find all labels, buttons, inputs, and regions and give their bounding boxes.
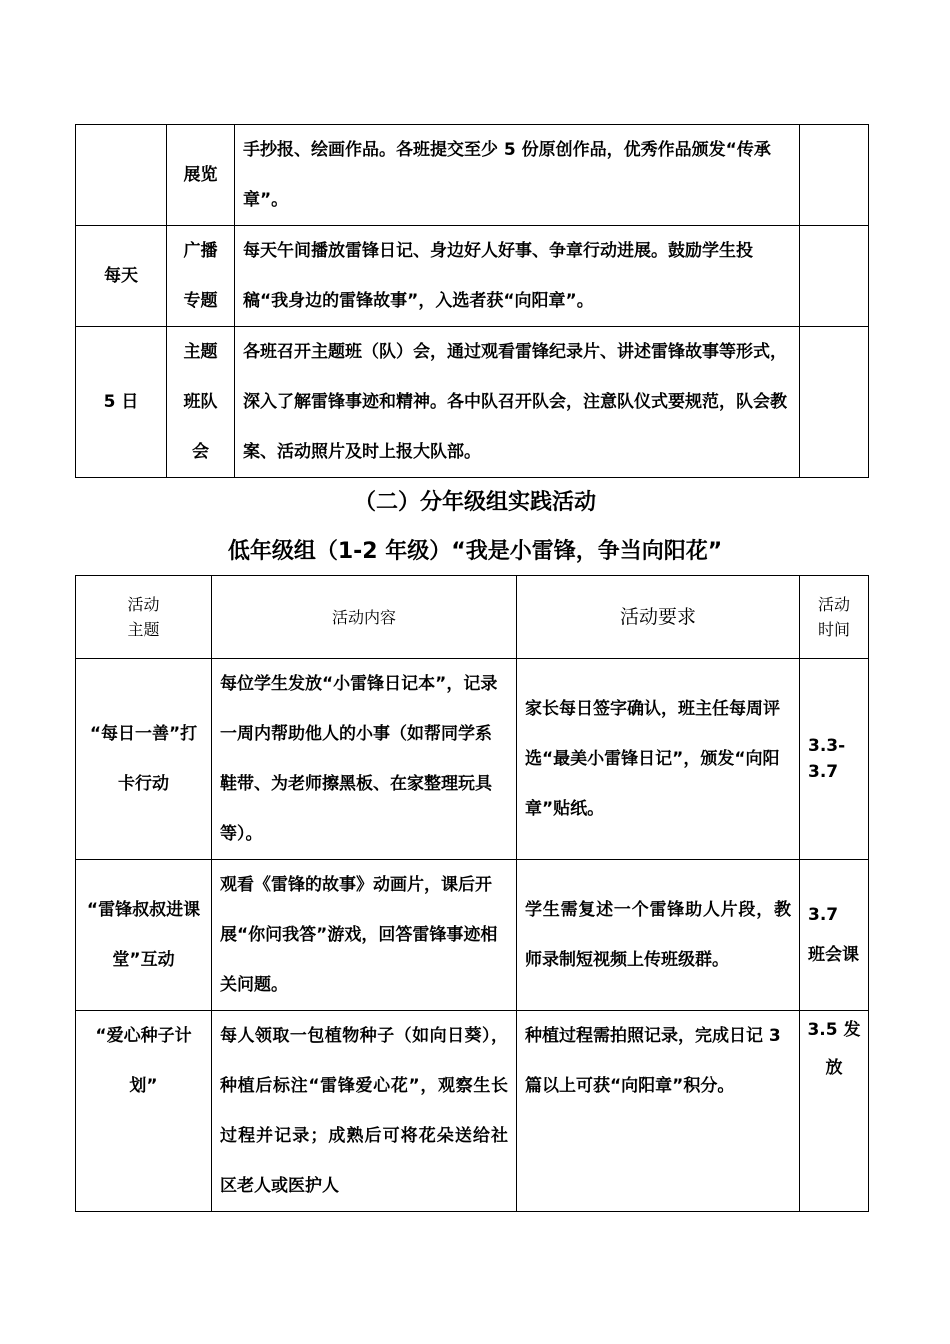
header-requirement: 活动要求 (517, 576, 800, 659)
date-cell: 5 日 (76, 327, 167, 478)
table-row (76, 860, 869, 1011)
table-row (76, 1011, 869, 1212)
theme-cell: “爱心种子计划” (76, 1011, 212, 1212)
section-title: （二）分年级组实践活动 (353, 490, 596, 515)
activity-type-cell: 展览 (167, 125, 235, 226)
theme-cell: “每日一善”打卡行动 (76, 659, 212, 860)
content-cell: 每位学生发放“小雷锋日记本”，记录一周内帮助他人的小事（如帮同学系鞋带、为老师擦黑板、在家整理玩具等）。 (212, 659, 517, 860)
content-cell: 每人领取一包植物种子（如向日葵），种植后标注“雷锋爱心花”，观察生长过程并记录；成熟后可将花朵送给社区老人或医护人 (212, 1011, 517, 1212)
date-cell: 每天 (76, 226, 167, 327)
table-row (76, 226, 869, 327)
theme-cell: “雷锋叔叔进课堂”互动 (76, 860, 212, 1011)
date-cell (76, 125, 167, 226)
header-theme: 活动 主题 (76, 576, 212, 659)
requirement-cell: 种植过程需拍照记录，完成日记 3 篇以上可获“向阳章”积分。 (517, 1011, 800, 1212)
empty-cell (800, 125, 869, 226)
table-row (76, 327, 869, 478)
activity-table-1 (75, 124, 869, 478)
table-header-row (76, 576, 869, 659)
activity-desc-cell: 手抄报、绘画作品。各班提交至少 5 份原创作品，优秀作品颁发“传承章”。 (235, 125, 800, 226)
empty-cell (800, 226, 869, 327)
activity-type-cell: 广播专题 (167, 226, 235, 327)
empty-cell (800, 327, 869, 478)
time-cell: 3.3-3.7 (800, 659, 869, 860)
time-cell: 3.7 班会课 (800, 860, 869, 1011)
requirement-cell: 学生需复述一个雷锋助人片段，教师录制短视频上传班级群。 (517, 860, 800, 1011)
group-title: 低年级组（1-2 年级）“我是小雷锋，争当向阳花” (227, 539, 723, 564)
time-cell: 3.5 发放 (800, 1011, 869, 1212)
requirement-cell: 家长每日签字确认，班主任每周评选“最美小雷锋日记”，颁发“向阳章”贴纸。 (517, 659, 800, 860)
header-time: 活动 时间 (800, 576, 869, 659)
table-row (76, 125, 869, 226)
activity-type-cell: 主题班队会 (167, 327, 235, 478)
activity-table-2 (75, 575, 869, 1212)
content-cell: 观看《雷锋的故事》动画片，课后开展“你问我答”游戏，回答雷锋事迹相关问题。 (212, 860, 517, 1011)
table-row (76, 659, 869, 860)
activity-desc-cell: 各班召开主题班（队）会，通过观看雷锋纪录片、讲述雷锋故事等形式，深入了解雷锋事迹和精神。各中队召开队会，注意队仪式要规范，队会教案、活动照片及时上报大队部。 (235, 327, 800, 478)
header-content: 活动内容 (212, 576, 517, 659)
activity-desc-cell: 每天午间播放雷锋日记、身边好人好事、争章行动进展。鼓励学生投稿“我身边的雷锋故事”，入选者获“向阳章”。 (235, 226, 800, 327)
